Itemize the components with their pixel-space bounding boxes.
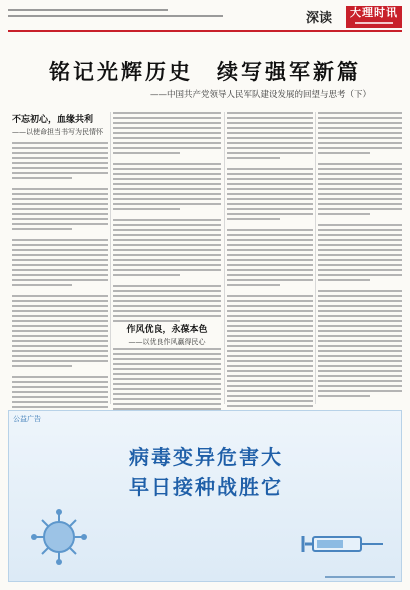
- text-line: [113, 208, 180, 210]
- text-line: [113, 234, 221, 236]
- text-line: [113, 244, 221, 246]
- text-line: [318, 300, 402, 302]
- text-line: [12, 208, 108, 210]
- text-line: [227, 380, 313, 382]
- text-line: [12, 295, 108, 297]
- text-line: [113, 163, 221, 165]
- syringe-icon: [299, 519, 389, 569]
- text-line: [113, 188, 221, 190]
- text-line: [318, 315, 402, 317]
- section-heading-1-sub: ——以使命担当书写为民情怀: [12, 128, 103, 136]
- text-line: [227, 385, 313, 387]
- text-line: [113, 203, 221, 205]
- text-line: [227, 147, 313, 149]
- article-subtitle: ——中国共产党领导人民军队建设发展的回望与思考（下）: [150, 90, 372, 100]
- text-line: [227, 330, 313, 332]
- text-line: [318, 168, 402, 170]
- text-line: [227, 132, 313, 134]
- text-line: [227, 360, 313, 362]
- text-line: [227, 320, 313, 322]
- text-line: [12, 381, 108, 383]
- masthead-meta-lines: [8, 9, 258, 21]
- text-line: [113, 300, 221, 302]
- text-line: [227, 198, 313, 200]
- text-line: [227, 325, 313, 327]
- text-line: [12, 218, 108, 220]
- masthead-meta-line: [8, 15, 223, 17]
- text-line: [227, 229, 313, 231]
- text-line: [12, 391, 108, 393]
- text-line: [227, 239, 313, 241]
- text-line: [12, 228, 72, 230]
- text-line: [318, 320, 402, 322]
- text-line: [227, 300, 313, 302]
- newspaper-logo: [346, 6, 402, 28]
- text-line: [113, 249, 221, 251]
- text-line: [318, 142, 402, 144]
- text-line: [318, 127, 402, 129]
- text-line: [113, 127, 221, 129]
- text-line: [318, 269, 402, 271]
- article-headline: 铭记光辉历史 续写强军新篇: [49, 60, 361, 84]
- text-line: [227, 208, 313, 210]
- text-line: [113, 183, 221, 185]
- text-line: [318, 355, 402, 357]
- text-line: [113, 285, 221, 287]
- text-line: [318, 117, 402, 119]
- text-line: [318, 365, 402, 367]
- text-line: [227, 264, 313, 266]
- text-line: [12, 350, 108, 352]
- text-line: [12, 244, 108, 246]
- text-line: [318, 340, 402, 342]
- text-line: [318, 375, 402, 377]
- text-line: [227, 203, 313, 205]
- text-line: [113, 117, 221, 119]
- text-line: [227, 127, 313, 129]
- text-line: [12, 335, 108, 337]
- text-line: [12, 259, 108, 261]
- text-line: [12, 279, 108, 281]
- text-line: [113, 173, 221, 175]
- text-line: [113, 358, 221, 360]
- text-line: [12, 355, 108, 357]
- text-line: [227, 345, 313, 347]
- text-line: [318, 390, 402, 392]
- text-line: [318, 330, 402, 332]
- text-column-1: [12, 142, 108, 426]
- header-rule: [8, 30, 402, 32]
- text-line: [12, 401, 108, 403]
- text-line: [113, 137, 221, 139]
- text-line: [113, 310, 221, 312]
- text-line: [227, 183, 313, 185]
- text-line: [318, 173, 402, 175]
- text-line: [113, 290, 221, 292]
- text-line: [12, 305, 108, 307]
- text-line: [318, 249, 402, 251]
- text-line: [12, 177, 72, 179]
- text-line: [113, 305, 221, 307]
- text-line: [227, 234, 313, 236]
- text-line: [12, 167, 108, 169]
- column-divider: [110, 112, 111, 404]
- text-line: [227, 213, 313, 215]
- text-line: [227, 375, 313, 377]
- text-line: [12, 360, 108, 362]
- text-line: [113, 147, 221, 149]
- masthead-meta-line: [8, 9, 168, 11]
- text-line: [318, 370, 402, 372]
- text-line: [12, 198, 108, 200]
- text-column-2: [113, 112, 221, 325]
- text-line: [113, 398, 221, 400]
- ad-headline-line-1: 病毒变异危害大: [129, 445, 283, 469]
- text-line: [113, 373, 221, 375]
- text-line: [113, 239, 221, 241]
- text-line: [318, 325, 402, 327]
- text-line: [318, 234, 402, 236]
- text-line: [227, 350, 313, 352]
- text-line: [113, 378, 221, 380]
- text-line: [113, 383, 221, 385]
- text-line: [12, 365, 72, 367]
- text-line: [318, 147, 402, 149]
- logo-underline: [355, 22, 393, 24]
- text-line: [12, 213, 108, 215]
- text-line: [318, 132, 402, 134]
- masthead: [8, 6, 402, 28]
- text-line: [113, 254, 221, 256]
- ad-category-tag: 公益广告: [13, 415, 41, 423]
- text-line: [12, 254, 108, 256]
- section-heading-2-sub: ——以优良作风赢得民心: [128, 338, 206, 346]
- text-line: [12, 315, 108, 317]
- text-line: [12, 142, 108, 144]
- text-line: [227, 295, 313, 297]
- section-heading-1-title: 不忘初心，血缘共利: [12, 115, 94, 125]
- text-line: [227, 117, 313, 119]
- text-line: [113, 348, 221, 350]
- section-heading-1: [12, 112, 108, 137]
- text-line: [227, 315, 313, 317]
- text-line: [12, 300, 108, 302]
- text-line: [227, 395, 313, 397]
- text-line: [113, 224, 221, 226]
- virus-icon: [29, 507, 89, 567]
- ad-credit-line: [325, 576, 395, 578]
- text-line: [113, 403, 221, 405]
- text-line: [12, 152, 108, 154]
- text-line: [227, 390, 313, 392]
- text-line: [227, 274, 313, 276]
- ad-headline-line-2: 早日接种战胜它: [129, 475, 283, 499]
- text-line: [318, 395, 370, 397]
- text-line: [227, 137, 313, 139]
- text-line: [227, 112, 313, 114]
- text-line: [318, 229, 402, 231]
- text-line: [12, 188, 108, 190]
- text-line: [318, 137, 402, 139]
- text-line: [113, 259, 221, 261]
- text-line: [318, 380, 402, 382]
- text-line: [113, 363, 221, 365]
- text-line: [113, 168, 221, 170]
- text-line: [12, 239, 108, 241]
- text-line: [113, 122, 221, 124]
- text-line: [12, 269, 108, 271]
- text-line: [12, 340, 108, 342]
- text-line: [113, 393, 221, 395]
- text-line: [12, 284, 72, 286]
- text-line: [227, 269, 313, 271]
- text-line: [227, 365, 313, 367]
- text-column-4: [318, 112, 402, 400]
- column-divider: [315, 112, 316, 404]
- text-line: [12, 264, 108, 266]
- text-line: [227, 355, 313, 357]
- text-line: [318, 335, 402, 337]
- text-line: [318, 122, 402, 124]
- text-line: [113, 315, 221, 317]
- text-line: [318, 274, 402, 276]
- text-line: [227, 188, 313, 190]
- section-heading-2: [113, 322, 221, 347]
- text-line: [318, 193, 402, 195]
- text-line: [113, 152, 180, 154]
- text-line: [318, 279, 370, 281]
- text-line: [318, 213, 370, 215]
- text-line: [318, 264, 402, 266]
- text-line: [113, 274, 180, 276]
- text-line: [318, 163, 402, 165]
- text-line: [227, 310, 313, 312]
- text-line: [113, 198, 221, 200]
- text-line: [227, 178, 313, 180]
- text-line: [113, 264, 221, 266]
- text-line: [227, 405, 313, 407]
- text-line: [12, 345, 108, 347]
- text-line: [227, 335, 313, 337]
- text-line: [113, 229, 221, 231]
- text-line: [227, 244, 313, 246]
- public-service-ad: [8, 410, 402, 582]
- text-line: [12, 406, 108, 408]
- section-heading-2-title: 作风优良，永葆本色: [126, 325, 208, 335]
- text-line: [12, 157, 108, 159]
- text-line: [113, 178, 221, 180]
- text-line: [12, 162, 108, 164]
- text-line: [113, 219, 221, 221]
- text-line: [12, 147, 108, 149]
- text-line: [113, 353, 221, 355]
- text-line: [318, 360, 402, 362]
- text-line: [318, 345, 402, 347]
- text-line: [227, 168, 313, 170]
- text-line: [227, 279, 313, 281]
- text-line: [113, 388, 221, 390]
- text-line: [227, 400, 313, 402]
- text-line: [318, 385, 402, 387]
- text-line: [12, 376, 108, 378]
- text-line: [318, 203, 402, 205]
- text-line: [113, 368, 221, 370]
- text-line: [227, 122, 313, 124]
- text-line: [227, 254, 313, 256]
- text-line: [12, 274, 108, 276]
- text-line: [318, 112, 402, 114]
- text-line: [12, 310, 108, 312]
- text-line: [113, 112, 221, 114]
- text-line: [318, 350, 402, 352]
- text-line: [227, 193, 313, 195]
- text-line: [318, 224, 402, 226]
- text-line: [12, 330, 108, 332]
- text-line: [318, 295, 402, 297]
- section-label: 深读: [306, 11, 333, 26]
- text-line: [12, 172, 108, 174]
- text-line: [12, 193, 108, 195]
- text-line: [227, 370, 313, 372]
- text-line: [318, 259, 402, 261]
- text-line: [227, 157, 280, 159]
- text-line: [113, 295, 221, 297]
- text-line: [12, 223, 108, 225]
- logo-text: 大理时讯: [350, 6, 398, 19]
- text-line: [227, 259, 313, 261]
- text-line: [227, 340, 313, 342]
- text-line: [12, 249, 108, 251]
- text-line: [318, 290, 402, 292]
- text-line: [227, 249, 313, 251]
- text-line: [227, 142, 313, 144]
- text-line: [113, 269, 221, 271]
- text-line: [318, 152, 370, 154]
- text-line: [12, 325, 108, 327]
- text-line: [12, 203, 108, 205]
- text-line: [318, 310, 402, 312]
- text-line: [113, 193, 221, 195]
- text-line: [227, 284, 280, 286]
- text-line: [227, 305, 313, 307]
- text-line: [113, 132, 221, 134]
- text-line: [318, 239, 402, 241]
- text-line: [227, 152, 313, 154]
- text-column-3: [227, 112, 313, 415]
- text-line: [318, 244, 402, 246]
- text-line: [318, 178, 402, 180]
- text-line: [113, 142, 221, 144]
- text-line: [318, 305, 402, 307]
- text-line: [318, 188, 402, 190]
- text-line: [318, 208, 402, 210]
- text-line: [12, 320, 108, 322]
- text-line: [12, 386, 108, 388]
- text-line: [318, 198, 402, 200]
- text-line: [318, 183, 402, 185]
- text-line: [227, 218, 280, 220]
- text-line: [12, 396, 108, 398]
- column-divider: [224, 112, 225, 404]
- text-line: [227, 173, 313, 175]
- text-line: [318, 254, 402, 256]
